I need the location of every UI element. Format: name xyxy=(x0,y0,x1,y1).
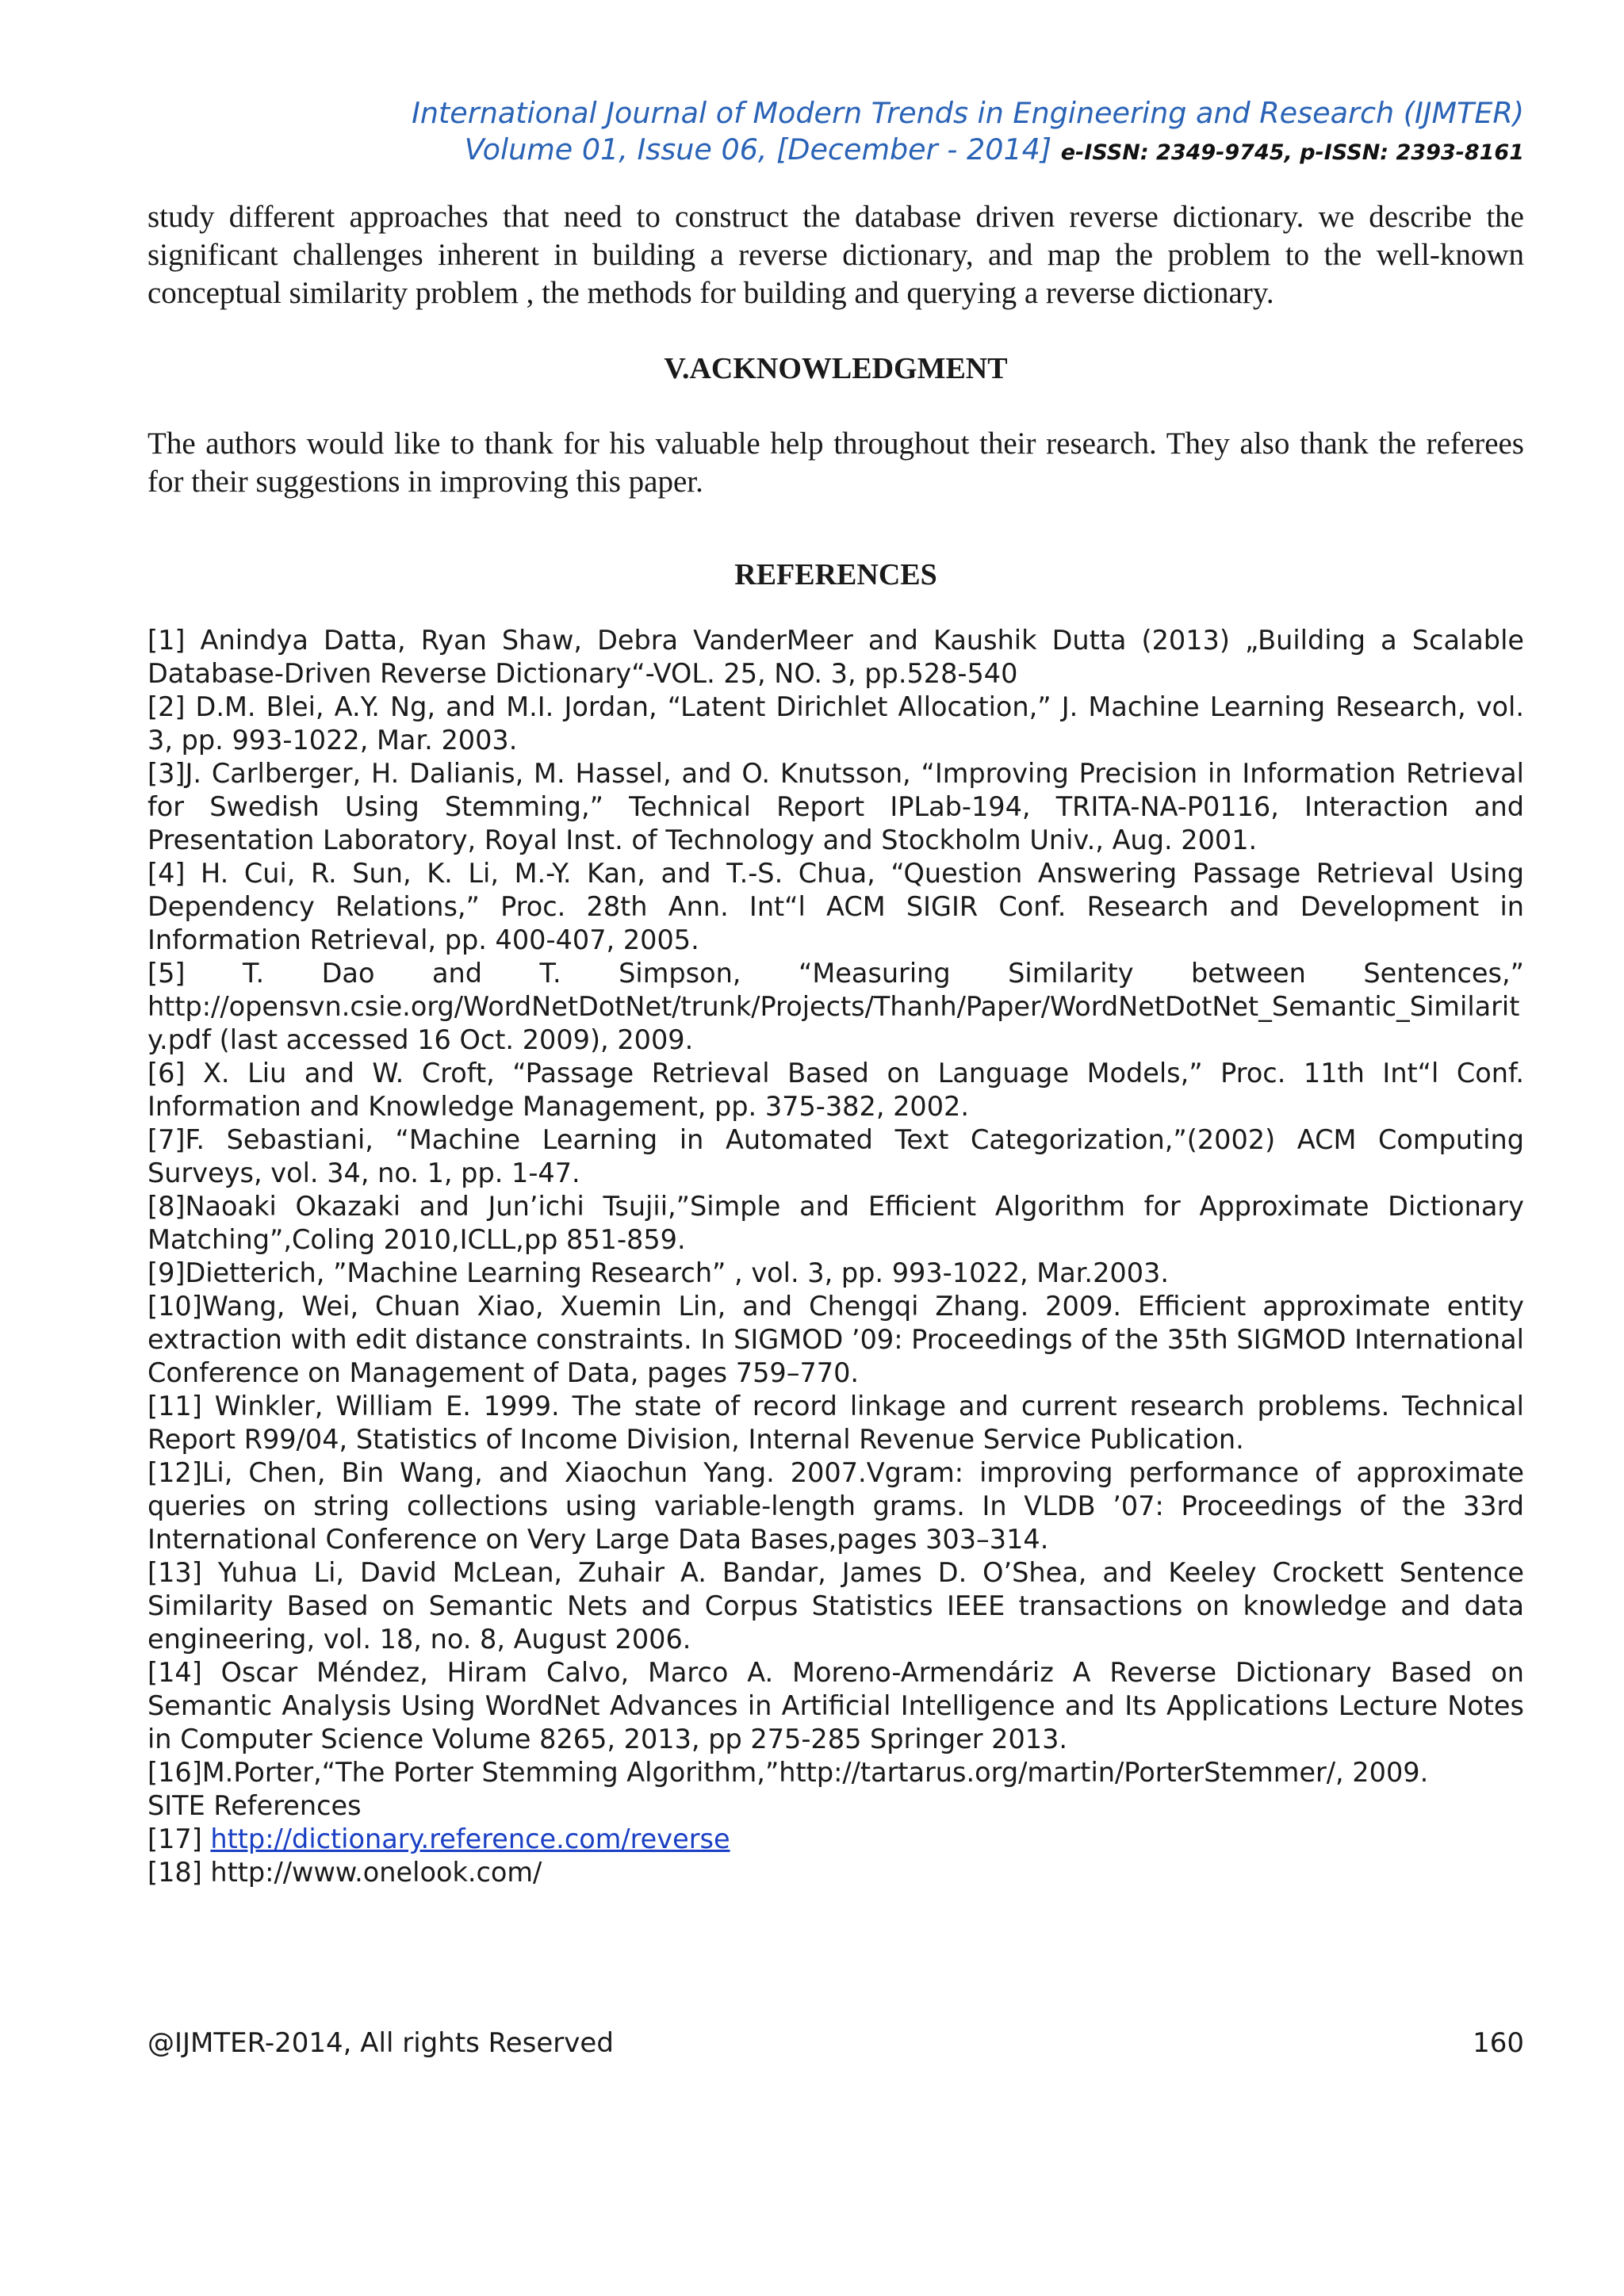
reference-item: [12]Li, Chen, Bin Wang, and Xiaochun Yang. 2007.Vgram: improving performance of approximate queries on string collections using variable-length grams. In VLDB ’07: Proceedings of the 33rd International Conference on Very Large Data Bases,pages 303–314. xyxy=(147,1457,1524,1555)
acknowledgment-heading: V.ACKNOWLEDGMENT xyxy=(664,352,1008,385)
reference-item: [9]Dietterich, ”Machine Learning Research” , vol. 3, pp. 993-1022, Mar.2003. xyxy=(147,1257,1169,1288)
reference-item: [14] Oscar Méndez, Hiram Calvo, Marco A. Moreno-Armendáriz A Reverse Dictionary Based on Semantic Analysis Using WordNet Advances in Artificial Intelligence and Its Applications Lecture Notes in Computer Science Volume 8265, 2013, pp 275-285 Springer 2013. xyxy=(147,1657,1524,1755)
journal-volume-line xyxy=(412,132,1524,171)
reference-item: [2] D.M. Blei, A.Y. Ng, and M.I. Jordan, “Latent Dirichlet Allocation,” J. Machine Learning Research, vol. 3, pp. 993-1022, Mar. 2003. xyxy=(147,691,1524,756)
reference-item: [3]J. Carlberger, H. Dalianis, M. Hassel, and O. Knutsson, “Improving Precision in Information Retrieval for Swedish Using Stemming,” Technical Report IPLab-194, TRITA-NA-P0116, Interaction and Presentation Laboratory, Royal Inst. of Technology and Stockholm Univ., Aug. 2001. xyxy=(147,758,1524,855)
acknowledgment-text: The authors would like to thank for his valuable help throughout their research. They also thank the referees for their suggestions in improving this paper. xyxy=(147,427,1524,499)
reference-list xyxy=(147,624,1524,1889)
reference-item-18: [18] http://www.onelook.com/ xyxy=(147,1857,542,1888)
reference-item: [7]F. Sebastiani, “Machine Learning in Automated Text Categorization,”(2002) ACM Computing Surveys, vol. 34, no. 1, pp. 1-47. xyxy=(147,1124,1524,1188)
page-number: 160 xyxy=(1473,2027,1524,2059)
journal-issn: e-ISSN: 2349-9745, p-ISSN: 2393-8161 xyxy=(1060,140,1524,165)
reference-item-17 xyxy=(147,1823,1524,1856)
reference-item: [4] H. Cui, R. Sun, K. Li, M.-Y. Kan, and T.-S. Chua, “Question Answering Passage Retrieval Using Dependency Relations,” Proc. 28th Ann. Int“l ACM SIGIR Conf. Research and Development in Information Retrieval, pp. 400-407, 2005. xyxy=(147,858,1524,955)
journal-volume: Volume 01, Issue 06, [December - 2014] xyxy=(464,132,1052,166)
reference-item: [1] Anindya Datta, Ryan Shaw, Debra VanderMeer and Kaushik Dutta (2013) „Building a Scalable Database-Driven Reverse Dictionary“-VOL. 25, NO. 3, pp.528-540 xyxy=(147,625,1524,689)
reference-17-prefix: [17] xyxy=(147,1823,211,1854)
reference-item: [13] Yuhua Li, David McLean, Zuhair A. Bandar, James D. O’Shea, and Keeley Crockett Sentence Similarity Based on Semantic Nets and Corpus Statistics IEEE transactions on knowledge and data engineering, vol. 18, no. 8, August 2006. xyxy=(147,1557,1524,1655)
journal-header xyxy=(412,95,1524,171)
reference-item: [6] X. Liu and W. Croft, “Passage Retrieval Based on Language Models,” Proc. 11th Int“l Conf. Information and Knowledge Management, pp. 375-382, 2002. xyxy=(147,1058,1524,1122)
intro-paragraph: study different approaches that need to construct the database driven reverse dictionary. we describe the significant challenges inherent in building a reverse dictionary, and map the problem to the well-known conceptual similarity problem , the methods for building and querying a reverse dictionary. xyxy=(147,200,1524,310)
reference-item: [10]Wang, Wei, Chuan Xiao, Xuemin Lin, and Chengqi Zhang. 2009. Efficient approximate entity extraction with edit distance constraints. In SIGMOD ’09: Proceedings of the 35th SIGMOD International Conference on Management of Data, pages 759–770. xyxy=(147,1291,1524,1388)
journal-title: International Journal of Modern Trends in Engineering and Research (IJMTER) xyxy=(412,96,1524,130)
site-references-label: SITE References xyxy=(147,1790,362,1821)
reference-item: [8]Naoaki Okazaki and Jun’ichi Tsujii,”Simple and Efficient Algorithm for Approximate Dictionary Matching”,Coling 2010,ICLL,pp 851-859. xyxy=(147,1191,1524,1255)
reference-item: [11] Winkler, William E. 1999. The state of record linkage and current research problems. Technical Report R99/04, Statistics of Income Division, Internal Revenue Service Publication. xyxy=(147,1391,1524,1455)
reference-item: [5] T. Dao and T. Simpson, “Measuring Similarity between Sentences,” http://opensvn.csie.org/WordNetDotNet/trunk/Projects/Thanh/Paper/WordNetDotNet_Semantic_Similarity.pdf (last accessed 16 Oct. 2009), 2009. xyxy=(147,958,1524,1055)
reference-17-link[interactable]: http://dictionary.reference.com/reverse xyxy=(210,1823,730,1854)
reference-item: [16]M.Porter,“The Porter Stemming Algorithm,”http://tartarus.org/martin/PorterStemmer/, 2009. xyxy=(147,1757,1429,1788)
references-heading: REFERENCES xyxy=(734,558,937,591)
footer-copyright: @IJMTER-2014, All rights Reserved xyxy=(147,2027,614,2059)
